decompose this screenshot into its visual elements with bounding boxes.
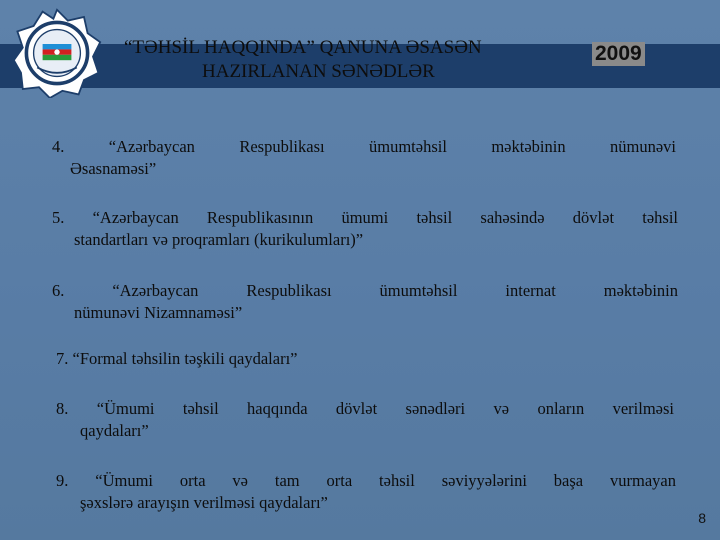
emblem-logo-icon bbox=[12, 8, 102, 98]
item-4-line-2: Əsasnaməsi” bbox=[70, 159, 157, 178]
slide-title bbox=[122, 36, 602, 84]
list-item-4 bbox=[52, 136, 676, 180]
year-badge: 2009 bbox=[592, 42, 645, 66]
list-item-9 bbox=[56, 470, 676, 514]
item-9-line-1: 9. “Ümumi orta və tam orta təhsil səviyyələrini başa vurmayan bbox=[56, 471, 676, 490]
list-item-8 bbox=[56, 398, 674, 442]
item-6-line-2: nümunəvi Nizamnaməsi” bbox=[74, 303, 243, 322]
item-5-line-2: standartları və proqramları (kurikulumları)” bbox=[74, 230, 364, 249]
title-line-1: “TƏHSİL HAQQINDA” QANUNA ƏSASƏN bbox=[124, 37, 482, 58]
item-7-line-1: 7. “Formal təhsilin təşkili qaydaları” bbox=[56, 349, 298, 368]
title-line-2: HAZIRLANAN SƏNƏDLƏR bbox=[202, 61, 435, 82]
list-item-5 bbox=[52, 207, 678, 251]
item-8-line-1: 8. “Ümumi təhsil haqqında dövlət sənədləri və onların verilməsi bbox=[56, 399, 674, 418]
item-9-line-2: şəxslərə arayışın verilməsi qaydaları” bbox=[80, 493, 328, 512]
page-number: 8 bbox=[698, 510, 706, 526]
item-5-line-1: 5. “Azərbaycan Respublikasının ümumi təhsil sahəsində dövlət təhsil bbox=[52, 208, 678, 227]
item-4-line-1: 4. “Azərbaycan Respublikası ümumtəhsil məktəbinin nümunəvi bbox=[52, 137, 676, 156]
list-item-6 bbox=[52, 280, 678, 324]
item-8-line-2: qaydaları” bbox=[80, 421, 149, 440]
list-item-7 bbox=[56, 348, 456, 370]
item-6-line-1: 6. “Azərbaycan Respublikası ümumtəhsil internat məktəbinin bbox=[52, 281, 678, 300]
